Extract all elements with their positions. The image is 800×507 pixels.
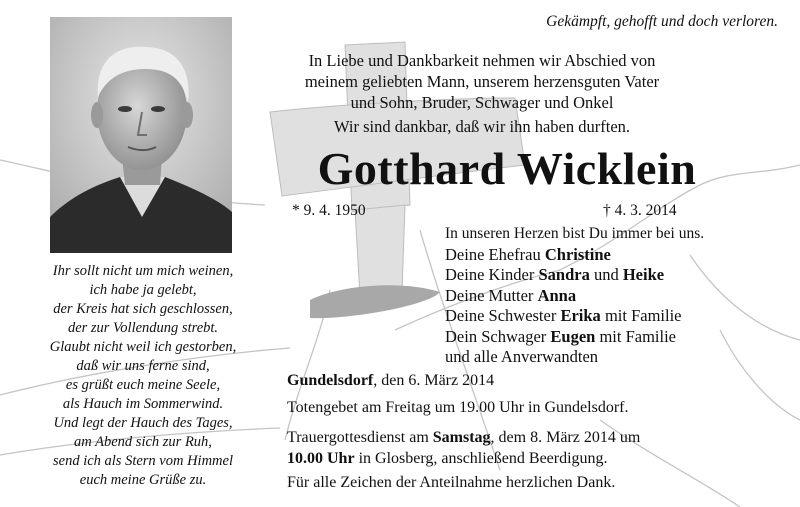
poem-line: euch meine Grüße zu. xyxy=(79,472,207,488)
mourner-brother-in-law xyxy=(445,327,704,348)
place-date xyxy=(287,372,494,390)
mourner-mother xyxy=(445,286,704,307)
mourner-relation: Deine Ehefrau xyxy=(445,244,545,264)
mourner-relation: Deine Kinder xyxy=(445,265,539,284)
mourner-relation: Deine Mutter xyxy=(445,285,538,305)
mourner-wife xyxy=(445,245,704,266)
mourner-relation: Deine Schwester xyxy=(445,306,561,325)
prayer-info: Totengebet am Freitag um 19.00 Uhr in Gundelsdorf. xyxy=(287,399,629,416)
heart-line: In unseren Herzen bist Du immer bei uns. xyxy=(445,225,705,242)
intro-line: In Liebe und Dankbarkeit nehmen wir Abschied von xyxy=(308,51,656,70)
mourner-relation: Dein Schwager xyxy=(445,326,551,346)
poem-line: Glaubt nicht weil ich gestorben, xyxy=(49,339,237,355)
poem-line: daß wir uns ferne sind, xyxy=(76,358,210,374)
poem-line: Ihr sollt nicht um mich weinen, xyxy=(52,263,234,279)
service-day: Samstag xyxy=(432,429,491,446)
poem-line: am Abend sich zur Ruh, xyxy=(74,434,212,450)
poem-line: send ich als Stern vom Himmel xyxy=(52,453,233,469)
poem-line: der zur Vollendung strebt. xyxy=(67,320,219,336)
service-location: in Glosberg, anschließend Beerdigung. xyxy=(354,450,608,467)
intro-line: und Sohn, Bruder, Schwager und Onkel xyxy=(350,93,614,112)
place-name: Gundelsdorf xyxy=(287,372,374,389)
poem-line: als Hauch im Sommerwind. xyxy=(62,396,224,412)
death-date: † 4. 3. 2014 xyxy=(603,202,677,219)
service-date: , dem 8. März 2014 um xyxy=(490,429,641,446)
poem-line: ich habe ja gelebt, xyxy=(89,282,197,298)
grateful-text: Wir sind dankbar, daß wir ihn haben durften. xyxy=(333,117,631,136)
mourner-relatives: und alle Anverwandten xyxy=(445,347,599,366)
intro-text xyxy=(262,50,702,113)
mourner-suffix: mit Familie xyxy=(595,326,676,346)
mourner-name: Heike xyxy=(622,265,665,284)
mourner-children xyxy=(445,265,704,286)
mourner-name: Anna xyxy=(537,285,577,305)
mourners-list xyxy=(445,224,704,368)
notice-date: , den 6. März 2014 xyxy=(373,372,495,389)
motto-text: Gekämpft, gehofft und doch verloren. xyxy=(546,13,778,30)
intro-line: meinem geliebten Mann, unserem herzensguten Vater xyxy=(304,72,660,91)
portrait-image xyxy=(50,17,232,253)
deceased-name: Gotthard Wicklein xyxy=(317,143,697,194)
mourner-name: Erika xyxy=(560,306,601,325)
mourner-sister xyxy=(445,306,704,327)
service-info xyxy=(287,427,640,469)
mourner-conjunction: und xyxy=(589,265,623,284)
mourner-name: Sandra xyxy=(538,265,590,284)
service-time: 10.00 Uhr xyxy=(287,450,355,467)
thanks-text: Für alle Zeichen der Anteilnahme herzlichen Dank. xyxy=(287,474,616,491)
poem-line: der Kreis hat sich geschlossen, xyxy=(53,301,233,317)
poem-line: Und legt der Hauch des Tages, xyxy=(53,415,233,431)
mourner-name: Christine xyxy=(544,244,611,264)
service-label: Trauergottesdienst am xyxy=(287,429,433,446)
portrait-photo xyxy=(50,17,232,253)
poem xyxy=(0,262,286,490)
mourner-suffix: mit Familie xyxy=(600,306,682,325)
birth-date: * 9. 4. 1950 xyxy=(292,202,366,219)
mourner-name: Eugen xyxy=(550,326,596,346)
poem-line: es grüßt euch meine Seele, xyxy=(65,377,221,393)
